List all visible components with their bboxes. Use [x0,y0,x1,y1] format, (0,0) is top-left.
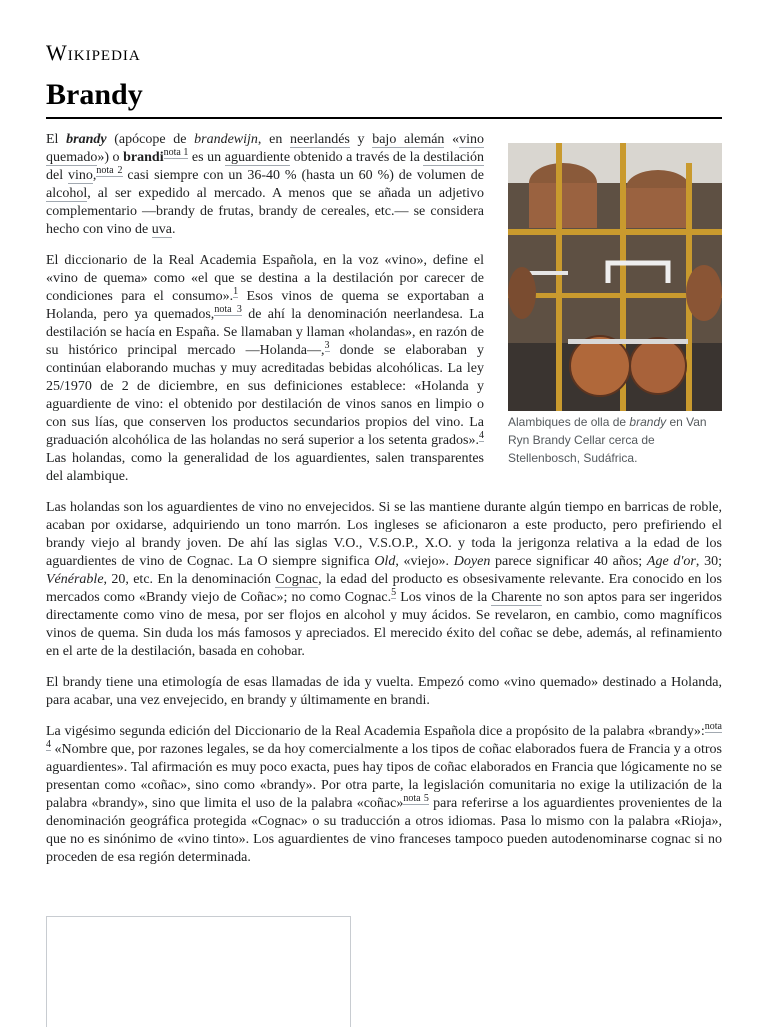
figure-caption: Alambiques de olla de brandy en Van Ryn Brandy Cellar cerca de Stellenbosch, Sudáfrica. [508,415,707,465]
link-vino[interactable]: vino [68,168,93,183]
paragraph-holandas: Las holandas son los aguardientes de vino no envejecidos. Si se las mantiene durante algún tiempo en barricas de roble, acaban por oxidarse, adquiriendo un tono marrón. Los ingleses se aficionaron a este producto, pero prefiriendo el brandy viejo al brandy joven. De ahí las siglas V.O., V.S.O.P., X.O. y toda la jerigonza relativa a la edad de los aguardientes de vino de Cognac. La O siempre significa Old, «viejo». Doyen parece significar 40 años; Age d'or, 30; Vénérable, 20, etc. En la denominación Cognac, la edad del producto es obsesivamente relevante. Era conocido en los mercados como «Brandy viejo de Coñac»; no como Cognac.$^5$ Los vinos de la Charente no son aptos para ser ingeridos directamente como vino de mesa, por ser flojos en alcohol y muy ácidos. Se revelaron, en cambio, como magníficos vinos de quema. Sin duda los más famosos y apreciados. El merecido éxito del coñac se debe, además, al refinamiento en el arte de la destilación, basada en cohobar. [46,500,722,659]
article-content [46,131,722,880]
link-uva[interactable]: uva [151,222,172,237]
link-alcohol[interactable]: alcohol [46,186,88,201]
ref-3[interactable]: 3 [324,340,330,352]
link-bajo-aleman[interactable]: bajo alemán [372,132,445,147]
note-ref-3[interactable]: nota 3 [214,304,242,316]
note-ref-2[interactable]: nota 2 [96,165,123,177]
title-divider [46,117,722,119]
paragraph-intro: El brandy (apócope de brandewijn, en neerlandés y bajo alemán «vino quemado») o brandi$^{nota 1}$ es un aguardiente obtenido a través de la destilación del vino,$^{nota 2}$ casi siempre con un 36-40 % (hasta un 60 %) de volumen de alcohol, al ser expedido al mercado. A menos que se añada un adjetivo complementario —brandy de frutas, brandy de cereales, etc.— se considera hecho con vino de uva. [46,132,485,237]
link-destilacion[interactable]: destilación [423,150,485,165]
ref-5[interactable]: 5 [391,587,397,599]
page-title: Brandy [46,78,143,111]
wikipedia-logo[interactable]: Wikipedia [46,40,141,65]
paragraph-rae: El diccionario de la Real Academia Española, en la voz «vino», define el «vino de quema» como «el que se destina a la destilación por carecer de condiciones para el consumo».$^1$ Esos vinos de quema se exportaban a Holanda, pero ya quemados,$^{nota 3}$ de ahí la denominación neerlandesa. La destilación se hacía en España. Se llamaban y llaman «holandas», en razón de su histórico principal mercado —Holanda—,$^3$ donde se elaboraban y continúan elaborando muchas y muy acreditadas bebidas alcohólicas. La ley 25/1970 de 2 de diciembre, en sus definiciones establece: «Holanda y aguardiente de vino: el obtenido por destilación de vinos sanos en limpio o con sus lías, que conserven los productos secundarios propios del vino. La graduación alcohólica de las holandas no será superior a los setenta grados».$^4$ Las holandas, como la generalidad de los aguardientes, salen transparentes del alambique. [46,253,484,484]
ref-1[interactable]: 1 [233,286,239,298]
note-ref-5[interactable]: nota 5 [403,793,429,805]
link-neerlandes[interactable]: neerlandés [290,132,350,147]
empty-box [46,916,351,1027]
note-ref-1[interactable]: nota 1 [163,147,189,159]
ref-4[interactable]: 4 [479,430,484,442]
link-aguardiente[interactable]: aguardiente [224,150,291,165]
paragraph-diccionario: La vigésimo segunda edición del Diccionario de la Real Academia Española dice a propósito de la palabra «brandy»:$^{nota 4}$ «Nombre que, por razones legales, se da hoy comercialmente a los tipos de coñac elaborados fuera de Francia y a otros aguardientes». Tal afirmación es muy poco exacta, pues hay tipos de coñac elaborados en Francia que lógicamente no se presentan como «coñac», sino como «brandy». Por otra parte, la legislación comunitaria no exige la utilización de la palabra «brandy», sino que limita el uso de la palabra «coñac»$^{nota 5}$ para referirse a los aguardientes provenientes de la denominación geográfica protegida «Cognac» o su traducción a otros idiomas. Pasa lo mismo con la palabra «Rioja», que no es sinónimo de «vino tinto». Los aguardientes de vino franceses tampoco pueden autodenominarse cognac si no proceden de esa región determinada. [46,721,722,865]
link-cognac[interactable]: Cognac [275,572,319,587]
link-vino-quemado[interactable]: vino quemado [46,132,484,165]
link-charente[interactable]: Charente [491,590,542,605]
alembic-photo[interactable] [508,143,722,411]
note-ref-4[interactable]: nota 4 [46,721,722,751]
figure [508,143,722,467]
paragraph-etimologia: El brandy tiene una etimología de esas llamadas de ida y vuelta. Empezó como «vino quemado» destinado a Holanda, para acabar, una vez envejecido, en brandy y últimamente en brandi. [46,675,722,708]
